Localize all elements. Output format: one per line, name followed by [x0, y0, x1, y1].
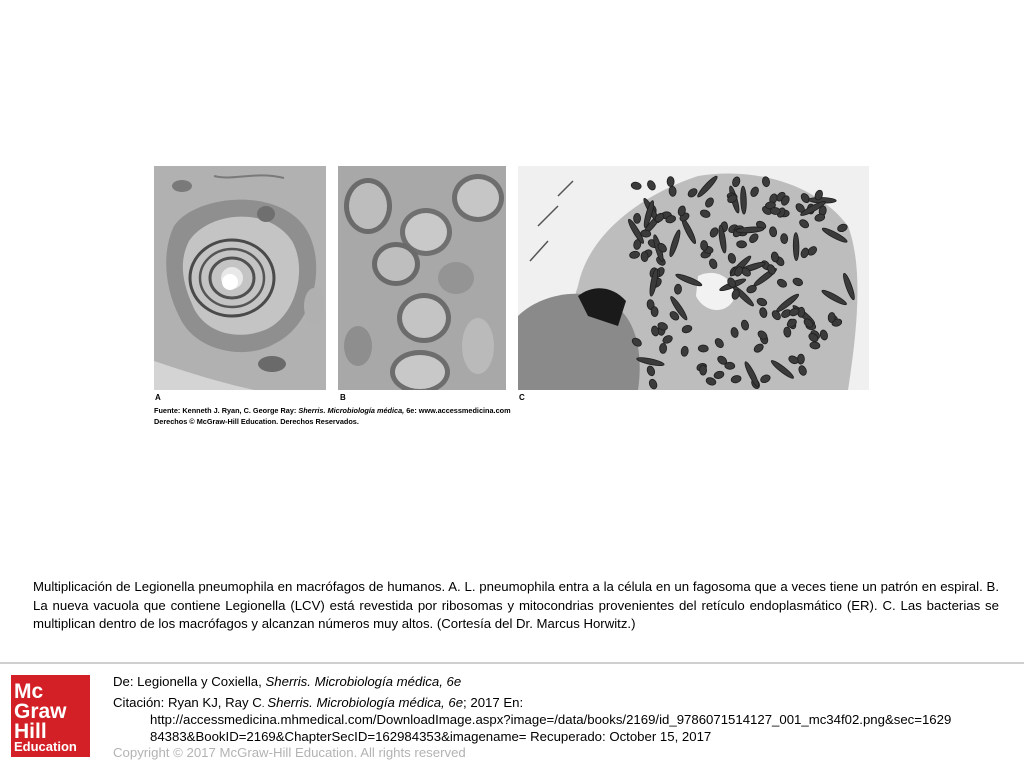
source-suffix: 6e: www.accessmedicina.com	[404, 406, 511, 415]
bacterium	[674, 284, 682, 294]
bacterium	[797, 354, 804, 364]
micrograph-panel-a	[154, 166, 326, 390]
mcgraw-hill-logo	[11, 675, 90, 757]
micrograph-panel-c	[518, 166, 869, 390]
citation-line	[113, 695, 523, 710]
citation-url-line-1[interactable]: http://accessmedicina.mhmedical.com/DownloadImage.aspx?image=/data/books/2169/id_9786071514127_001_mc34f02.png&sec=1629	[150, 712, 952, 727]
bacterium	[736, 240, 746, 248]
bacterium	[634, 213, 641, 223]
bacterium	[793, 233, 799, 261]
panel-a-image	[154, 166, 326, 390]
logo-line-mc: Mc	[14, 680, 44, 703]
panel-label-c: C	[519, 393, 525, 402]
copyright-notice: Copyright © 2017 McGraw-Hill Education. All rights reserved	[113, 745, 466, 760]
micrograph-figure	[152, 166, 870, 428]
panel-b-image	[338, 166, 506, 390]
figure-caption: Multiplicación de Legionella pneumophila en macrófagos de humanos. A. L. pneumophila entra a la célula en un fagosoma que a veces tiene un patrón en espiral. B. La nueva vacuola que contiene Legionella (LCV) está revestida por ribosomas y mitocondrias provenientes del retículo endoplasmático (ER). C. Las bacterias se multiplican dentro de los macrófagos y alcanzan números muy altos. (Cortesía del Dr. Marcus Horwitz.)	[33, 579, 999, 631]
source-title: Sherris. Microbiología médica,	[298, 406, 405, 415]
from-prefix: De: Legionella y Coxiella,	[113, 674, 266, 689]
figure-rights: Derechos © McGraw-Hill Education. Derechos Reservados.	[154, 417, 359, 426]
citation-suffix: ; 2017 En:	[463, 695, 524, 710]
panel-c-image	[518, 166, 869, 390]
bacterium	[780, 233, 788, 243]
bacterium	[698, 345, 708, 353]
footer-divider	[0, 662, 1024, 664]
source-prefix: Fuente: Kenneth J. Ryan, C. George Ray:	[154, 406, 299, 415]
source-chapter	[113, 674, 461, 689]
citation-book: Sherris. Microbiología médica, 6e	[267, 695, 464, 710]
figure-source	[154, 406, 511, 415]
bacterium	[651, 306, 659, 316]
logo-line-graw: Graw	[14, 700, 67, 723]
bacterium	[667, 177, 674, 187]
citation-url-line-2[interactable]: 84383&BookID=2169&ChapterSecID=162984353&imagename= Recuperado: October 15, 2017	[150, 729, 712, 744]
bacterium	[641, 251, 648, 261]
bacterium	[828, 312, 836, 322]
bacterium	[725, 362, 735, 370]
bacterium	[700, 240, 708, 250]
from-book: Sherris. Microbiología médica, 6e	[265, 674, 462, 689]
panel-label-a: A	[155, 393, 161, 402]
citation-prefix: Citación: Ryan KJ, Ray C	[113, 695, 262, 710]
bacterium	[660, 343, 667, 353]
panel-label-b: B	[340, 393, 346, 402]
micrograph-panel-b	[338, 166, 506, 390]
logo-line-education: Education	[14, 739, 77, 754]
logo-line-hill: Hill	[14, 720, 47, 743]
citation-dot: .	[261, 699, 268, 710]
bacterium	[700, 365, 707, 375]
